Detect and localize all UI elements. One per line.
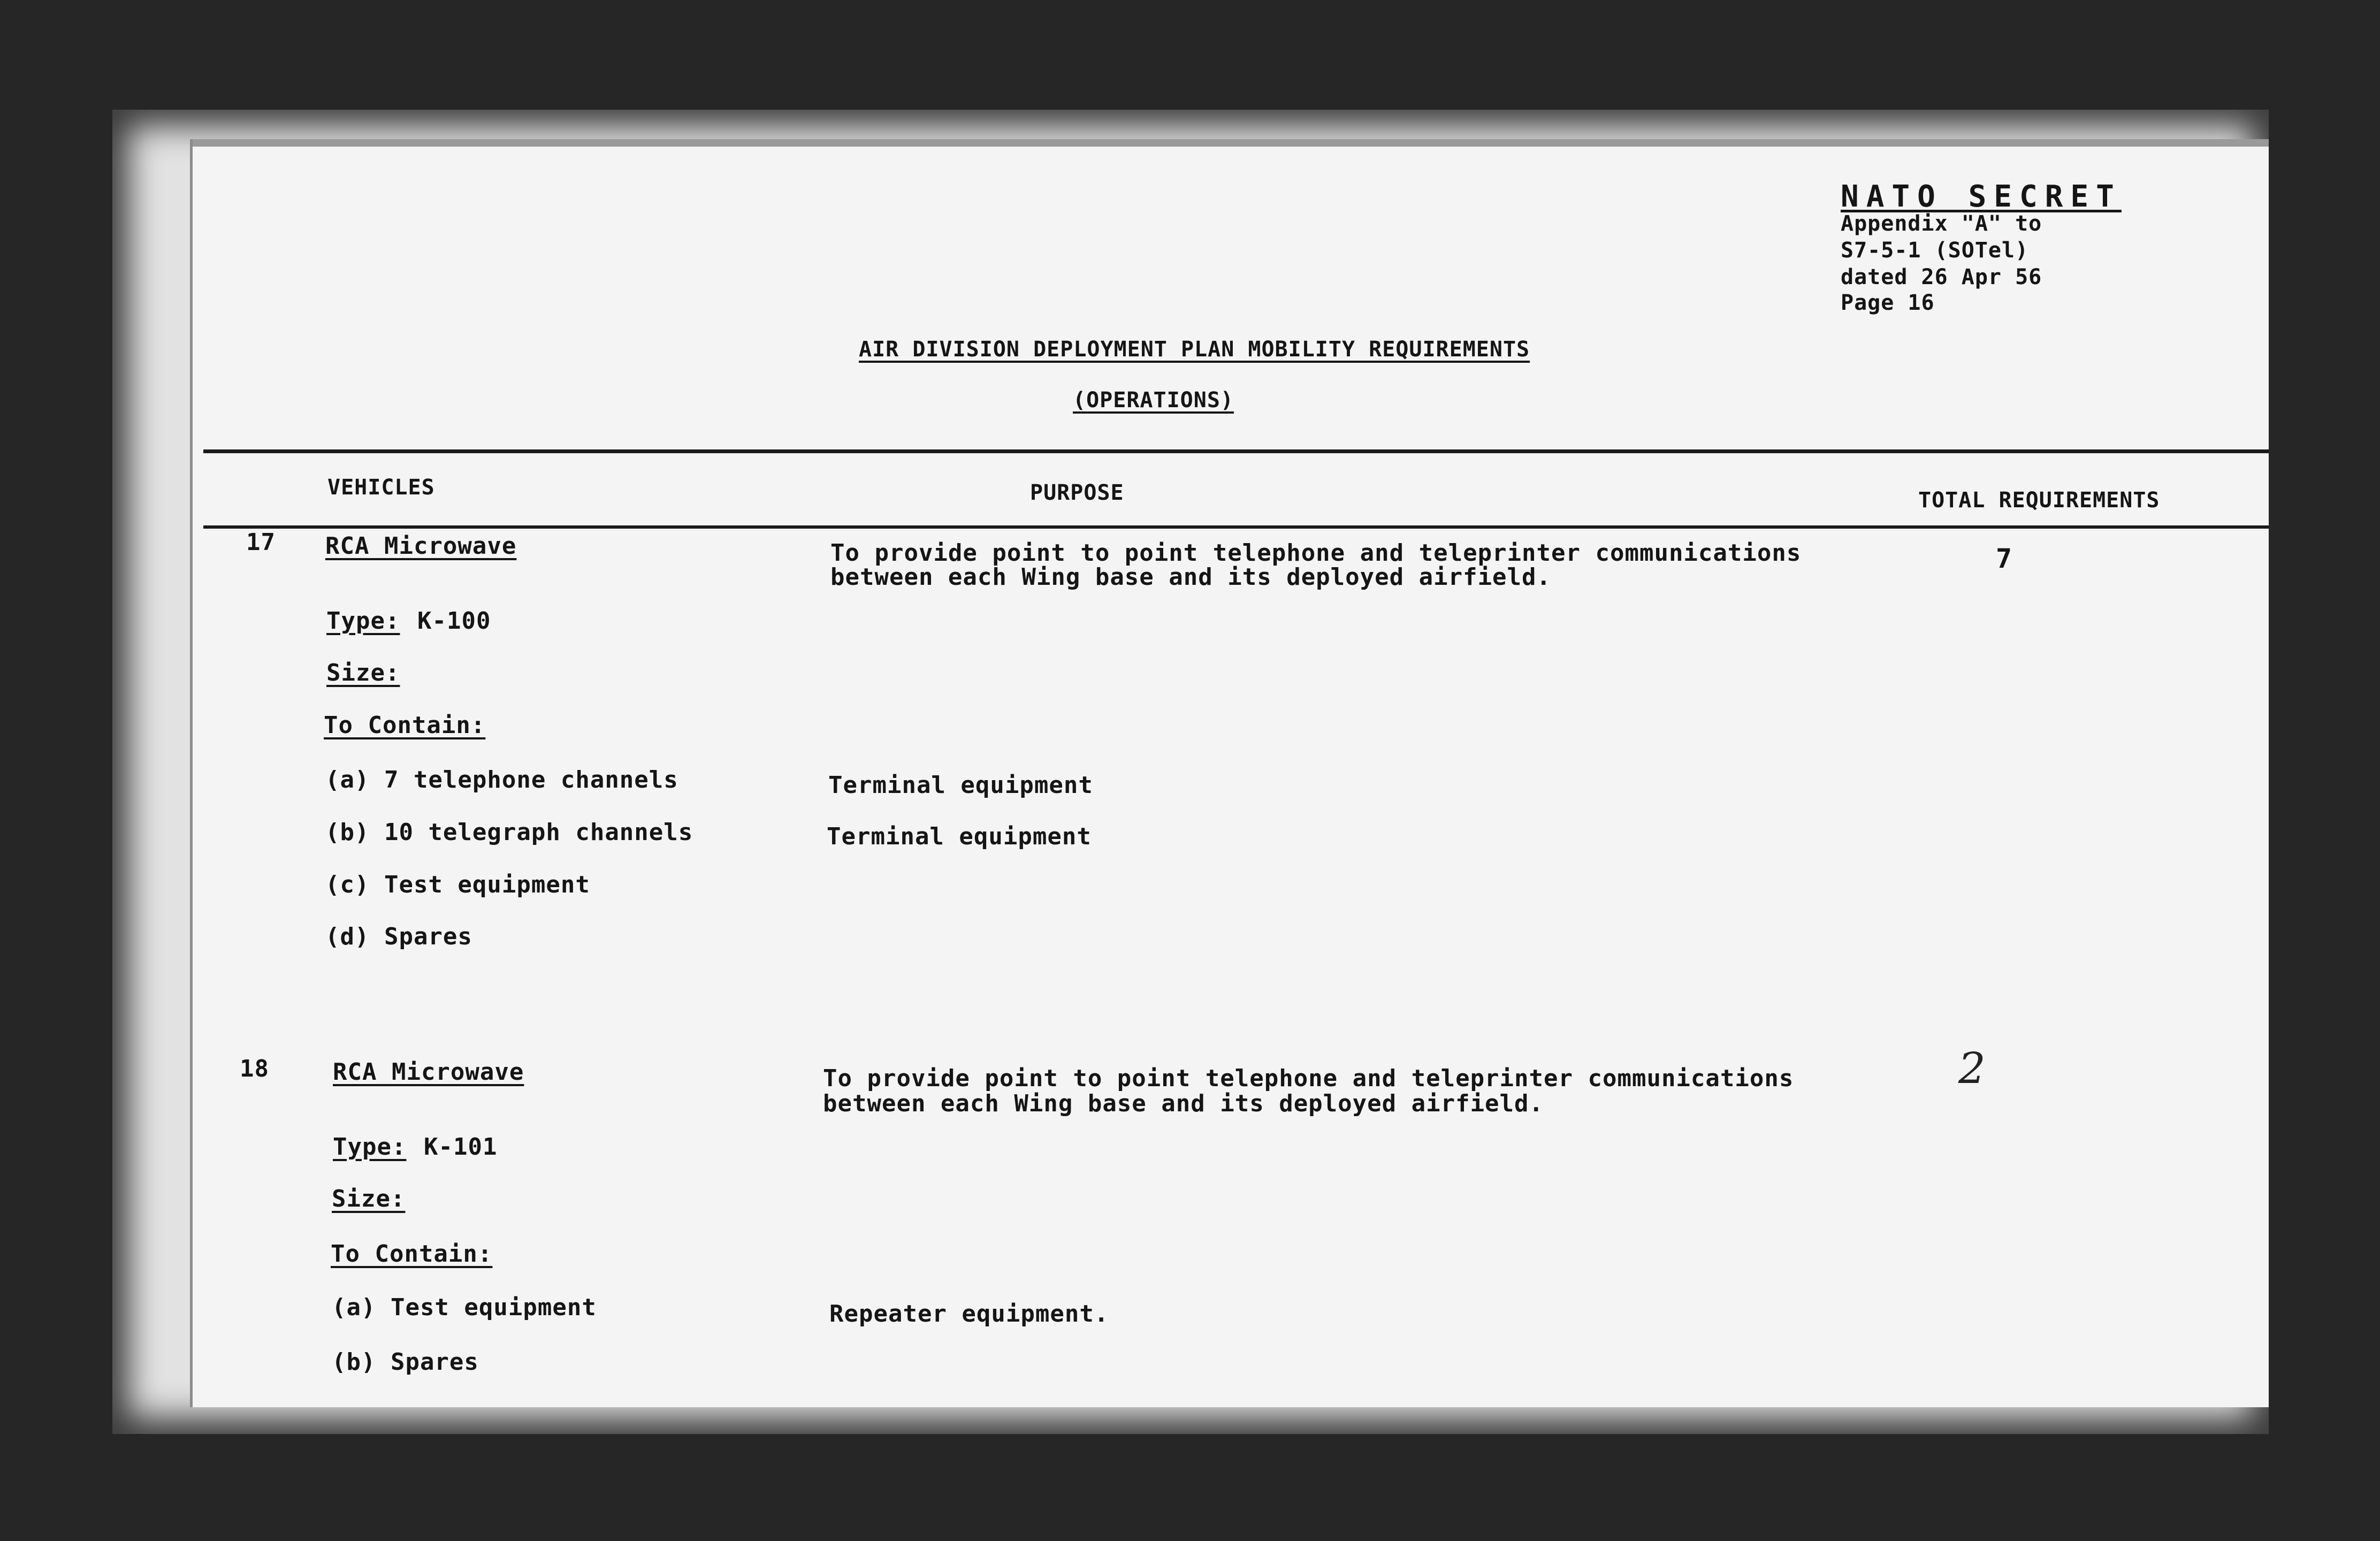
size-label: Size: bbox=[332, 1185, 406, 1212]
purpose-line-2: between each Wing base and its deployed airfield. bbox=[830, 563, 1552, 591]
type-label: Type: bbox=[326, 607, 400, 635]
item-number: 17 bbox=[246, 529, 276, 556]
purpose-line-1: To provide point to point telephone and teleprinter communications bbox=[830, 539, 1802, 567]
contain-label: To Contain: bbox=[324, 712, 486, 739]
page-title: AIR DIVISION DEPLOYMENT PLAN MOBILITY REQUIREMENTS bbox=[859, 337, 1530, 362]
purpose-line-2: between each Wing base and its deployed airfield. bbox=[823, 1090, 1544, 1117]
total-requirement: 7 bbox=[1996, 543, 2013, 574]
type-label: Type: bbox=[333, 1133, 407, 1161]
content-purpose: Terminal equipment bbox=[828, 772, 1093, 799]
reference-line-4: Page 16 bbox=[1841, 291, 1935, 315]
content-purpose: Terminal equipment bbox=[827, 823, 1092, 850]
column-header-vehicles: VEHICLES bbox=[327, 475, 435, 500]
column-header-total: TOTAL REQUIREMENTS bbox=[1918, 488, 2160, 513]
content-item: (a) 7 telephone channels bbox=[325, 766, 678, 794]
item-number: 18 bbox=[240, 1055, 269, 1082]
vehicle-name: RCA Microwave bbox=[333, 1058, 524, 1086]
content-item: (c) Test equipment bbox=[325, 871, 590, 898]
table-header-rule bbox=[203, 525, 2269, 529]
content-item: (a) Test equipment bbox=[332, 1294, 597, 1321]
table-top-rule bbox=[203, 449, 2269, 453]
content-purpose: Repeater equipment. bbox=[829, 1300, 1109, 1328]
reference-line-3: dated 26 Apr 56 bbox=[1841, 265, 2042, 289]
column-header-purpose: PURPOSE bbox=[1030, 480, 1124, 505]
type-value: K-100 bbox=[417, 607, 491, 635]
purpose-line-1: To provide point to point telephone and teleprinter communications bbox=[823, 1065, 1794, 1092]
contain-label: To Contain: bbox=[331, 1240, 493, 1268]
content-item: (b) Spares bbox=[332, 1348, 479, 1376]
classification-marking: NATO SECRET bbox=[1841, 179, 2122, 214]
size-label: Size: bbox=[326, 659, 400, 686]
page-subtitle: (OPERATIONS) bbox=[1073, 388, 1234, 413]
reference-line-2: S7-5-1 (SOTel) bbox=[1841, 238, 2029, 263]
vehicle-name: RCA Microwave bbox=[325, 532, 517, 560]
content-item: (d) Spares bbox=[325, 923, 472, 950]
type-value: K-101 bbox=[424, 1133, 498, 1161]
reference-line-1: Appendix "A" to bbox=[1841, 211, 2042, 236]
content-item: (b) 10 telegraph channels bbox=[325, 819, 693, 846]
total-requirement-handwritten: 2 bbox=[1958, 1043, 1986, 1093]
